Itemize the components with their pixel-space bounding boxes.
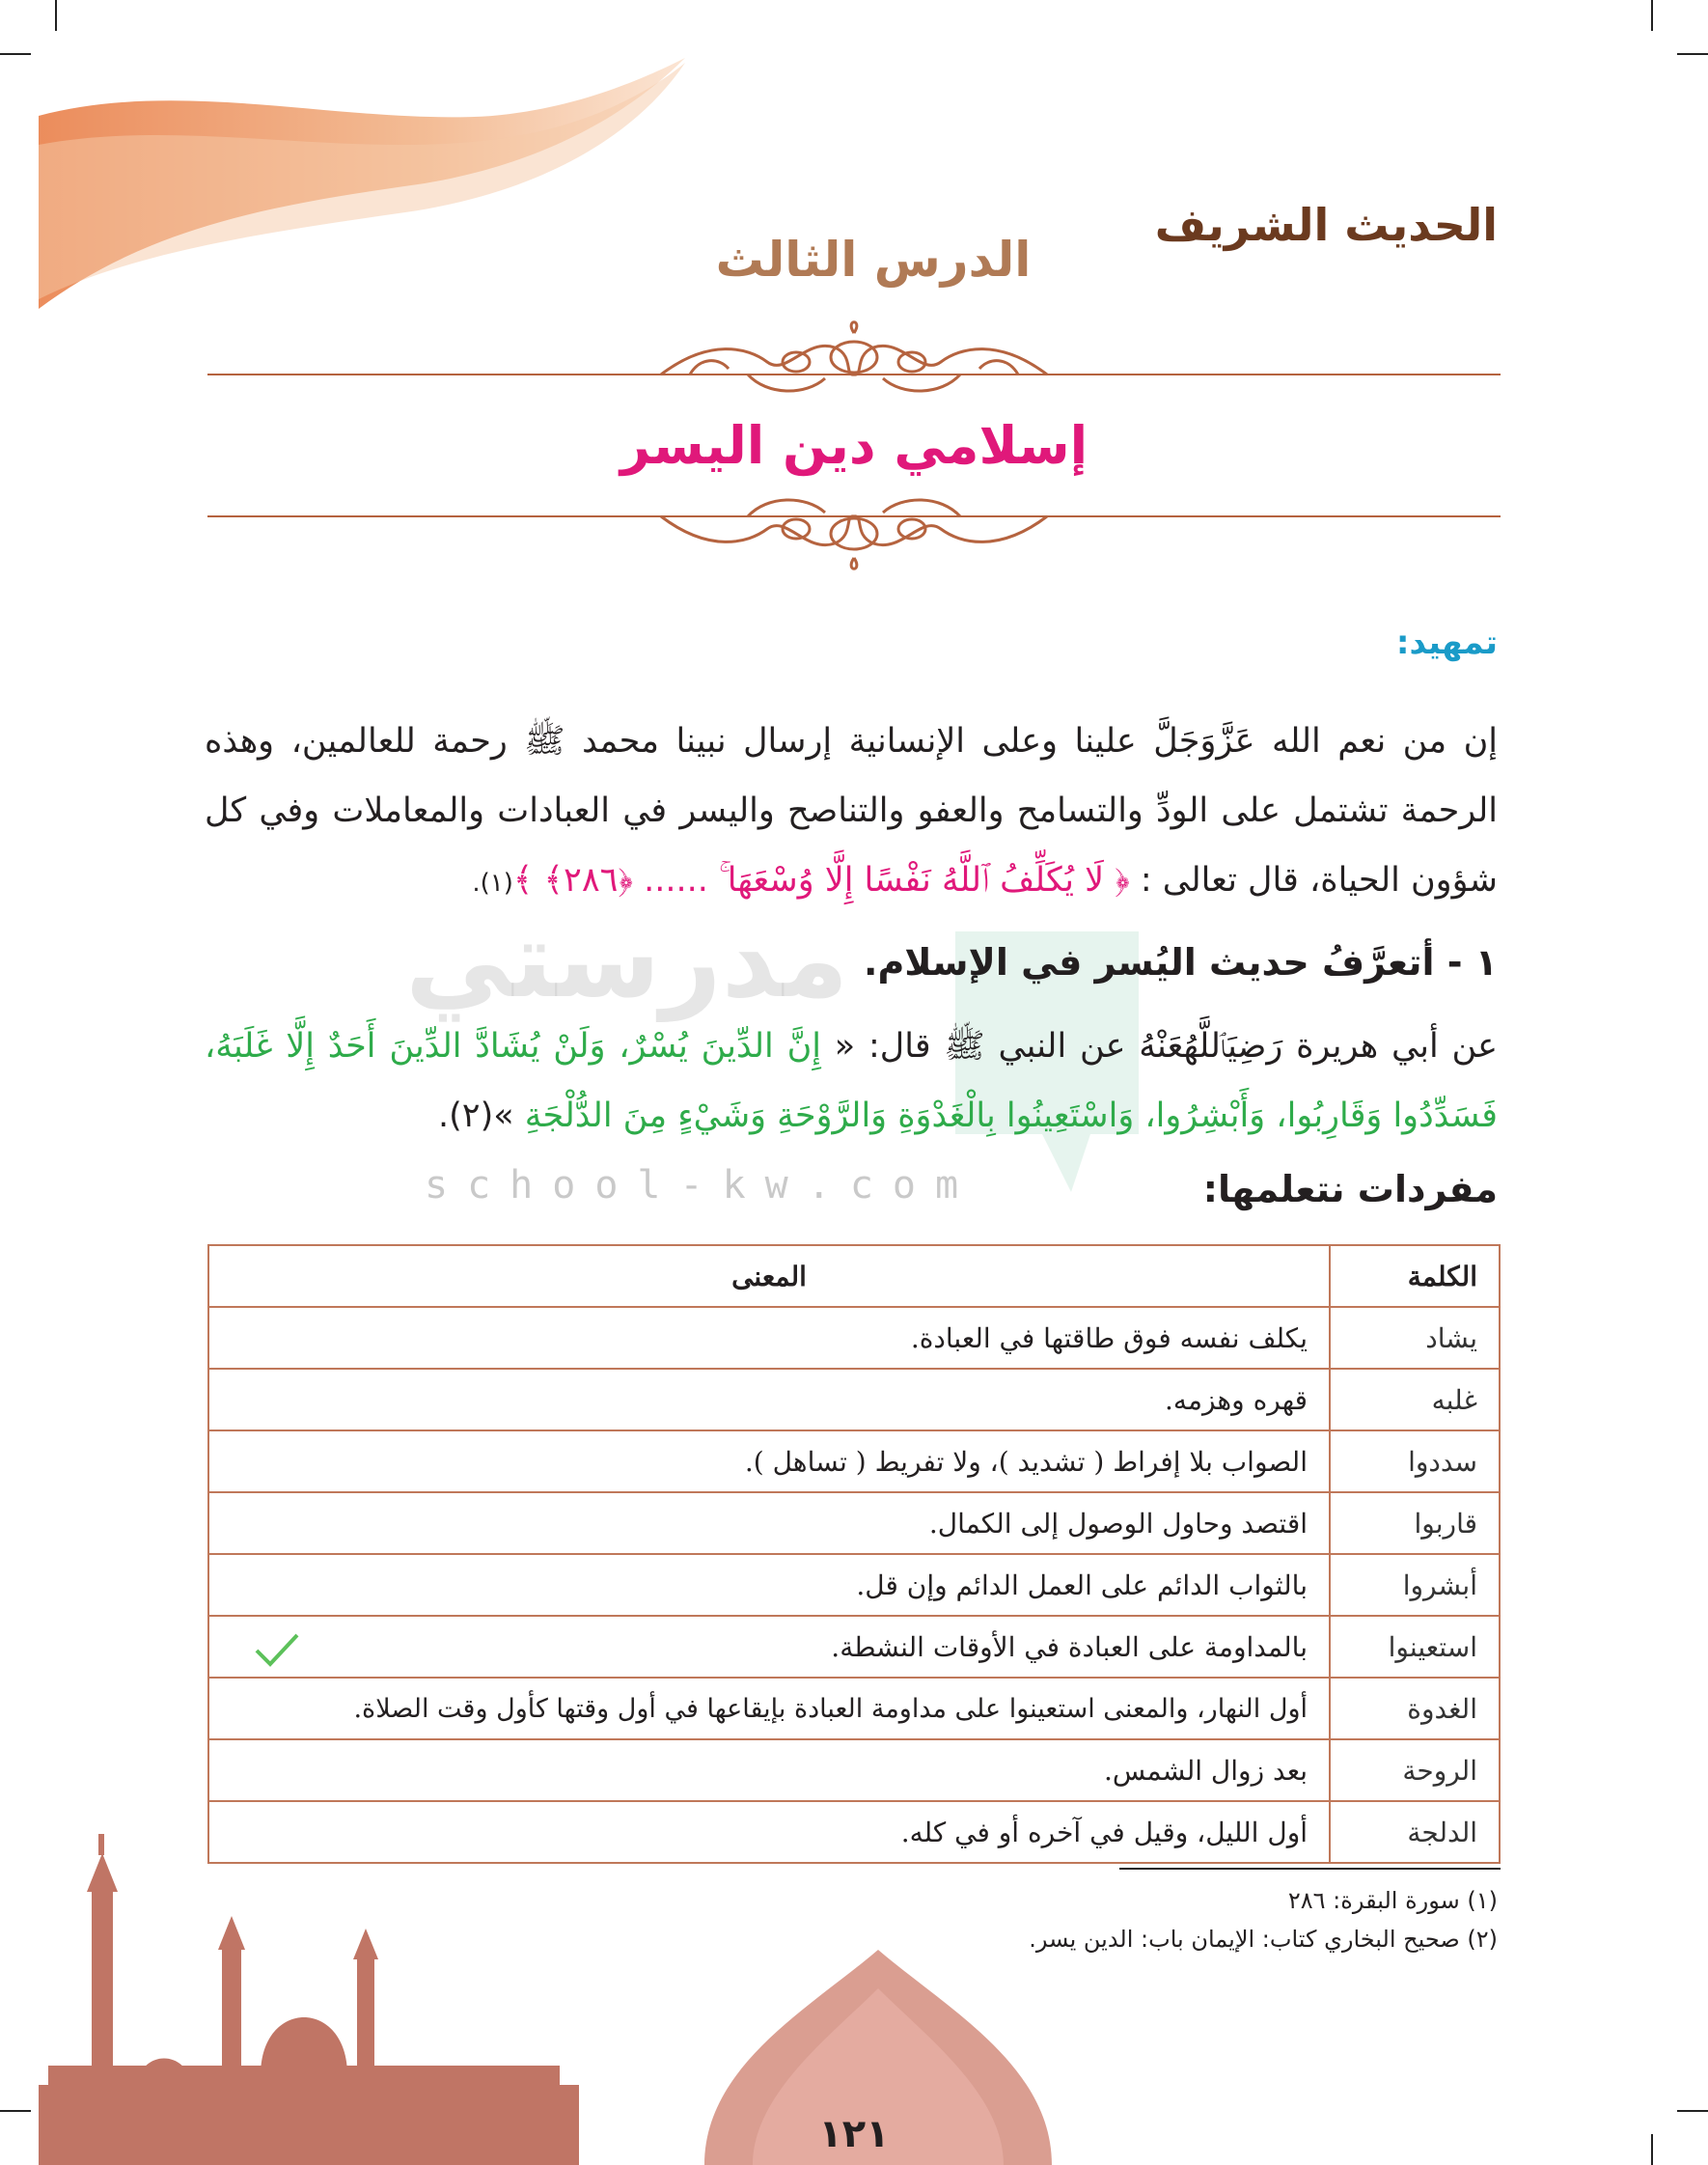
watermark-url: school-kw.com — [425, 1163, 978, 1207]
vocab-word: استعينوا — [1330, 1616, 1500, 1678]
crop-mark — [55, 0, 57, 31]
footnote-1: (١) سورة البقرة: ٢٨٦ — [1287, 1887, 1498, 1914]
vocab-meaning: يكلف نفسه فوق طاقتها في العبادة. — [208, 1307, 1330, 1369]
vocab-table — [207, 1244, 1501, 1864]
crop-mark — [1651, 0, 1653, 31]
heading-hadith: ١ - أتعرَّفُ حديث اليُسر في الإسلام. — [864, 941, 1498, 984]
lesson-title: إسلامي دين اليسر — [620, 415, 1088, 476]
table-row — [208, 1678, 1500, 1739]
footnote-separator — [1119, 1868, 1501, 1870]
vocab-heading: مفردات نتعلمها: — [1202, 1168, 1498, 1210]
hadith-paragraph — [205, 1012, 1498, 1151]
vocab-word: الدلجة — [1330, 1801, 1500, 1863]
check-icon — [253, 1631, 301, 1670]
vocab-meaning: بالمداومة على العبادة في الأوقات النشطة. — [208, 1616, 1330, 1678]
crop-mark — [1677, 53, 1708, 55]
lesson-number: الدرس الثالث — [715, 232, 1032, 288]
table-row — [208, 1430, 1500, 1492]
table-row — [208, 1369, 1500, 1430]
vocab-word: يشاد — [1330, 1307, 1500, 1369]
ornament-divider-bottom — [207, 487, 1501, 574]
intro-paragraph — [205, 707, 1498, 918]
watermark-text: مدرستي — [405, 898, 849, 1021]
table-row — [208, 1739, 1500, 1801]
verse-reference: (١). — [472, 869, 513, 898]
crop-mark — [0, 53, 31, 55]
quran-verse: ﴿ لَا يُكَلِّفُ ٱللَّهُ نَفْسًا إِلَّا وُسْعَهَا ۚ ...... ﴿٢٨٦﴾ ﴾ — [512, 861, 1130, 900]
page-number: ١٢١ — [818, 2112, 890, 2156]
intro-label: تمهيد: — [1395, 624, 1498, 662]
vocab-meaning: الصواب بلا إفراط ( تشديد )، ولا تفريط ( تساهل ). — [208, 1430, 1330, 1492]
table-row — [208, 1554, 1500, 1616]
vocab-word: قاربوا — [1330, 1492, 1500, 1554]
hadith-close: »(٢). — [437, 1096, 525, 1135]
table-row — [208, 1616, 1500, 1678]
vocab-word: غلبه — [1330, 1369, 1500, 1430]
vocab-word: سددوا — [1330, 1430, 1500, 1492]
table-row — [208, 1492, 1500, 1554]
vocab-word: أبشروا — [1330, 1554, 1500, 1616]
table-row — [208, 1307, 1500, 1369]
vocab-meaning: قهره وهزمه. — [208, 1369, 1330, 1430]
hadith-text: إِنَّ الدِّينَ يُسْرٌ، وَلَنْ يُشَادَّ الدِّينَ أَحَدٌ إِلَّا غَلَبَهُ، فَسَدِّدُوا وَقَارِبُوا، وَأَبْشِرُوا، وَاسْتَعِينُوا بِالْغَدْوَةِ وَالرَّوْحَةِ وَشَيْءٍ مِنَ الدُّلْجَةِ — [205, 1027, 1498, 1135]
vocab-meaning: اقتصد وحاول الوصول إلى الكمال. — [208, 1492, 1330, 1554]
vocab-word: الروحة — [1330, 1739, 1500, 1801]
intro-text: إن من نعم الله عَزَّوَجَلَّ علينا وعلى الإنسانية إرسال نبينا محمد ﷺ رحمة للعالمين، وهذه الرحمة تشتمل على الودِّ والتسامح والعفو والتناصح واليسر في العبادات والمعاملات وفي كل شؤون الحياة، قال تعالى : — [205, 722, 1498, 900]
header-word: الكلمة — [1330, 1245, 1500, 1307]
vocab-meaning: أول النهار، والمعنى استعينوا على مداومة العبادة بإيقاعها في أول وقتها كأول وقت الصلاة. — [208, 1678, 1330, 1739]
vocab-meaning: بالثواب الدائم على العمل الدائم وإن قل. — [208, 1554, 1330, 1616]
hadith-intro: عن أبي هريرة رَضِيَٱللَّهُعَنْهُ عن النبي ﷺ قال: « — [821, 1027, 1498, 1066]
vocab-word: الغدوة — [1330, 1678, 1500, 1739]
vocab-meaning: بعد زوال الشمس. — [208, 1739, 1330, 1801]
header-meaning: المعنى — [208, 1245, 1330, 1307]
table-header-row — [208, 1245, 1500, 1307]
vocab-meaning: أول الليل، وقيل في آخره أو في كله. — [208, 1801, 1330, 1863]
footnote-2: (٢) صحيح البخاري كتاب: الإيمان باب: الدين يسر. — [1029, 1926, 1498, 1953]
ornament-divider-top — [207, 319, 1501, 405]
section-title: الحديث الشريف — [1154, 199, 1498, 251]
